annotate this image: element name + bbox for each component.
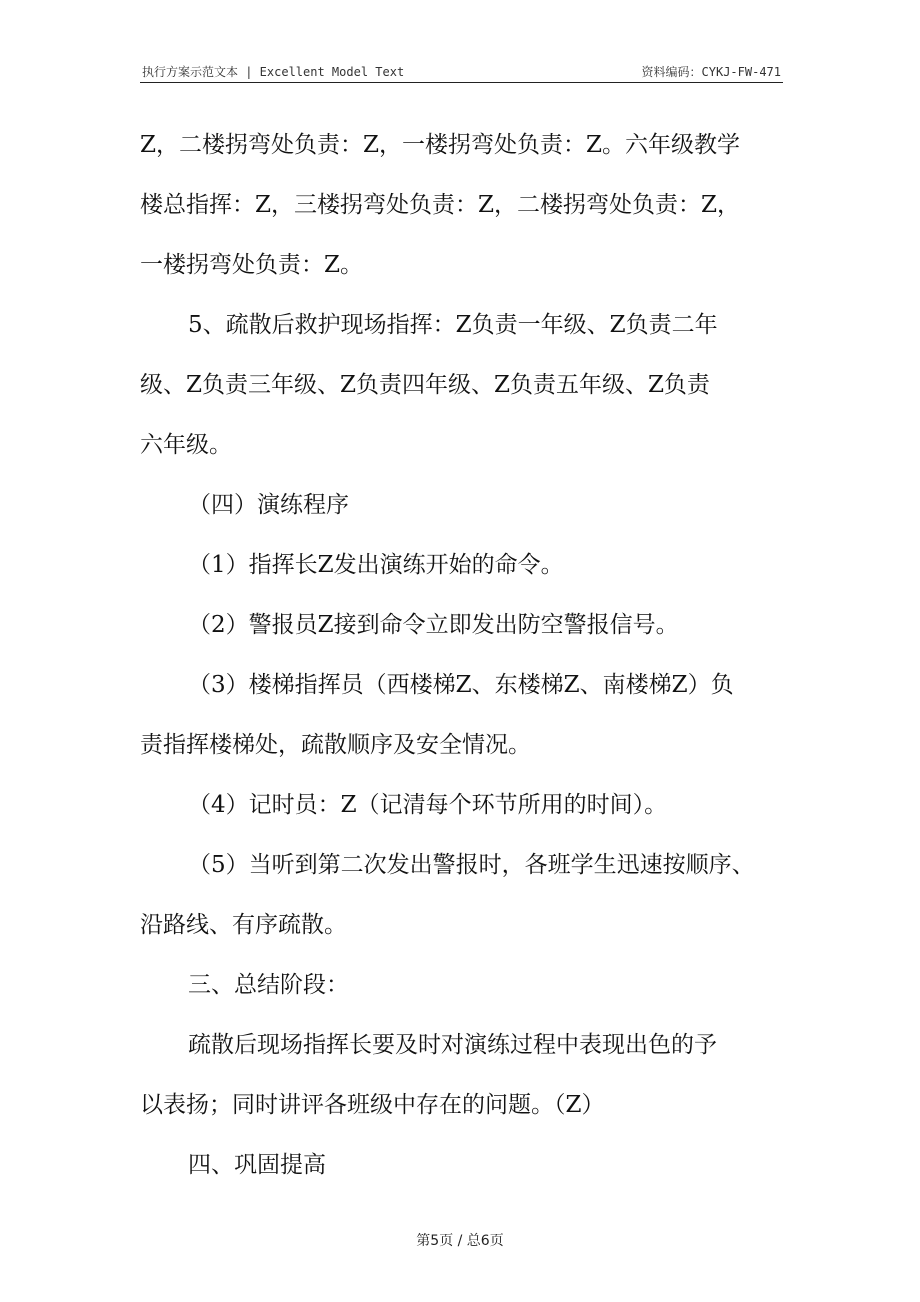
- header-doc-code: 资料编码：CYKJ-FW-471: [641, 65, 781, 79]
- text-line: 六年级。: [140, 432, 232, 458]
- text-line: 疏散后现场指挥长要及时对演练过程中表现出色的予: [188, 1032, 717, 1058]
- header-title: 执行方案示范文本 | Excellent Model Text: [142, 65, 405, 79]
- text-line: 5、疏散后救护现场指挥：Z负责一年级、Z负责二年: [188, 312, 718, 338]
- section-heading: （四）演练程序: [188, 492, 349, 518]
- text-line: （3）楼梯指挥员（西楼梯Z、东楼梯Z、南楼梯Z）负: [188, 672, 734, 698]
- text-line: （2）警报员Z接到命令立即发出防空警报信号。: [188, 612, 679, 638]
- section-heading: 四、巩固提高: [188, 1152, 326, 1178]
- section-heading: 三、总结阶段：: [188, 972, 349, 998]
- document-body: [140, 115, 783, 1195]
- text-line: 级、Z负责三年级、Z负责四年级、Z负责五年级、Z负责: [140, 372, 710, 398]
- text-line: 沿路线、有序疏散。: [140, 912, 347, 938]
- text-line: 一楼拐弯处负责：Z。: [140, 252, 363, 278]
- text-line: （1）指挥长Z发出演练开始的命令。: [188, 552, 564, 578]
- text-line: （5）当听到第二次发出警报时，各班学生迅速按顺序、: [188, 852, 755, 878]
- page-number: 第5页 / 总6页: [416, 1233, 504, 1249]
- text-line: Z，二楼拐弯处负责：Z，一楼拐弯处负责：Z。六年级教学: [140, 132, 740, 158]
- text-line: 责指挥楼梯处，疏散顺序及安全情况。: [140, 732, 531, 758]
- page-header: [140, 62, 783, 83]
- text-line: 楼总指挥：Z，三楼拐弯处负责：Z，二楼拐弯处负责：Z，: [140, 192, 740, 218]
- text-line: （4）记时员：Z（记清每个环节所用的时间）。: [188, 792, 668, 818]
- text-line: 以表扬；同时讲评各班级中存在的问题。（Z）: [140, 1092, 605, 1118]
